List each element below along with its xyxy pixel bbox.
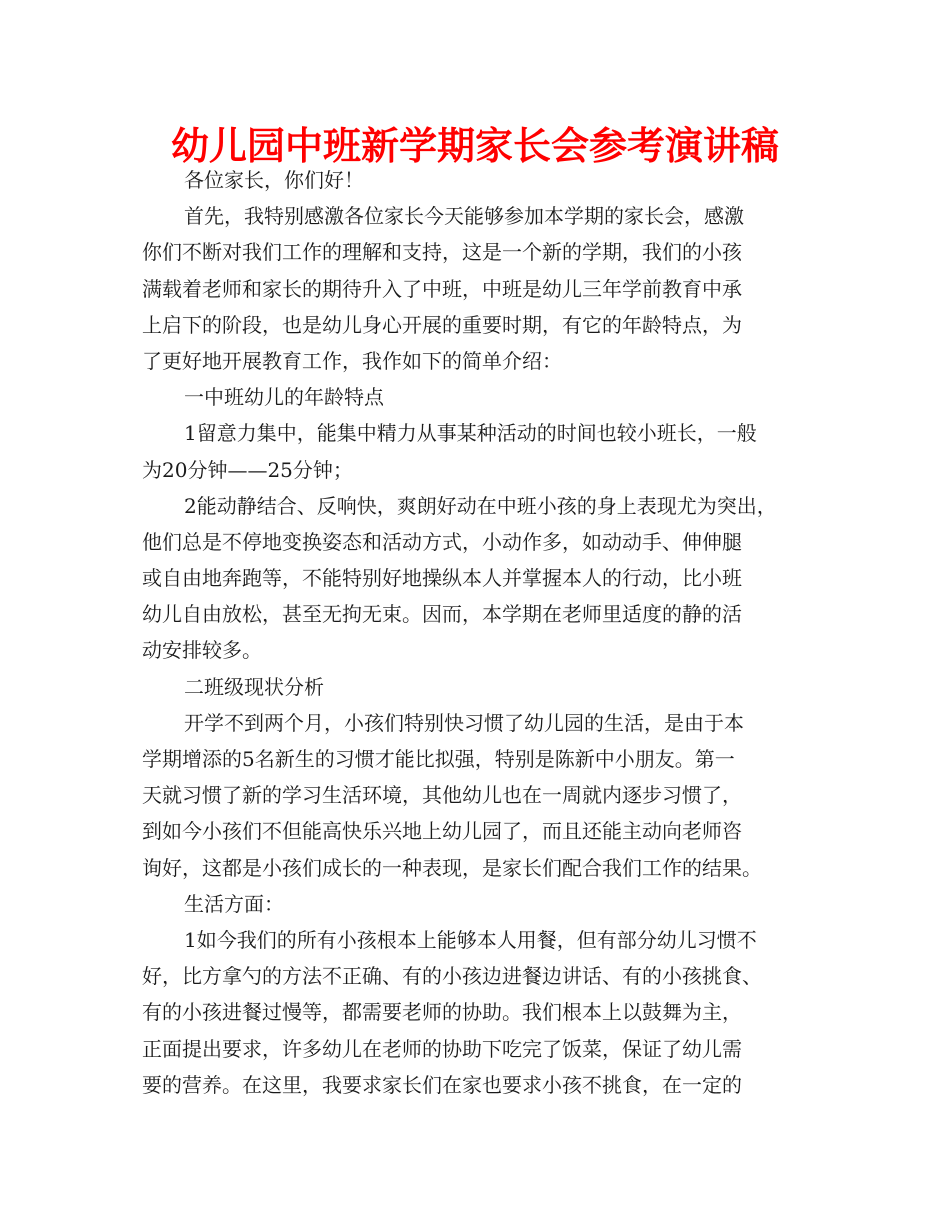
text-line: 好，比方拿勺的方法不正确、有的小孩边进餐边讲话、有的小孩挑食、 [142, 964, 762, 989]
text-line: 1如今我们的所有小孩根本上能够本人用餐，但有部分幼儿习惯不 [184, 927, 757, 952]
text-line: 生活方面： [184, 891, 284, 916]
text-line: 2能动静结合、反响快，爽朗好动在中班小孩的身上表现尤为突出， [184, 493, 777, 518]
text-line: 上启下的阶段，也是幼儿身心开展的重要时期，有它的年龄特点，为 [142, 312, 742, 337]
text-line: 首先，我特别感激各位家长今天能够参加本学期的家长会，感激 [184, 204, 744, 229]
text-line: 天就习惯了新的学习生活环境，其他幼儿也在一周就内逐步习惯了， [142, 783, 742, 808]
text-line: 一中班幼儿的年龄特点 [184, 385, 384, 410]
text-line: 你们不断对我们工作的理解和支持，这是一个新的学期，我们的小孩 [142, 240, 742, 265]
text-line: 为20分钟——25分钟； [142, 457, 353, 482]
text-line: 要的营养。在这里，我要求家长们在家也要求小孩不挑食，在一定的 [142, 1072, 742, 1097]
text-line: 满载着老师和家长的期待升入了中班，中班是幼儿三年学前教育中承 [142, 276, 742, 301]
text-line: 动安排较多。 [142, 638, 262, 663]
text-line: 幼儿自由放松，甚至无拘无束。因而，本学期在老师里适度的静的活 [142, 602, 742, 627]
document-title: 幼儿园中班新学期家长会参考演讲稿 [170, 124, 779, 168]
text-line: 学期增添的5名新生的习惯才能比拟强，特别是陈新中小朋友。第一 [142, 747, 735, 771]
text-line: 各位家长，你们好！ [184, 168, 364, 192]
text-line: 到如今小孩们不但能高快乐兴地上幼儿园了，而且还能主动向老师咨 [142, 819, 742, 844]
document-body [142, 162, 810, 1103]
text-line: 有的小孩进餐过慢等，都需要老师的协助。我们根本上以鼓舞为主， [142, 1000, 742, 1025]
text-line: 正面提出要求，许多幼儿在老师的协助下吃完了饭菜，保证了幼儿需 [142, 1036, 742, 1061]
text-line: 或自由地奔跑等，不能特别好地操纵本人并掌握本人的行动，比小班 [142, 566, 742, 591]
text-line: 开学不到两个月，小孩们特别快习惯了幼儿园的生活，是由于本 [184, 710, 744, 735]
text-line: 他们总是不停地变换姿态和活动方式，小动作多，如动动手、伸伸腿 [142, 529, 742, 554]
text-line: 1留意力集中，能集中精力从事某种活动的时间也较小班长，一般 [184, 421, 757, 446]
text-line: 询好，这都是小孩们成长的一种表现，是家长们配合我们工作的结果。 [142, 855, 762, 880]
text-line: 了更好地开展教育工作，我作如下的简单介绍： [142, 348, 562, 373]
text-line: 二班级现状分析 [184, 674, 324, 699]
